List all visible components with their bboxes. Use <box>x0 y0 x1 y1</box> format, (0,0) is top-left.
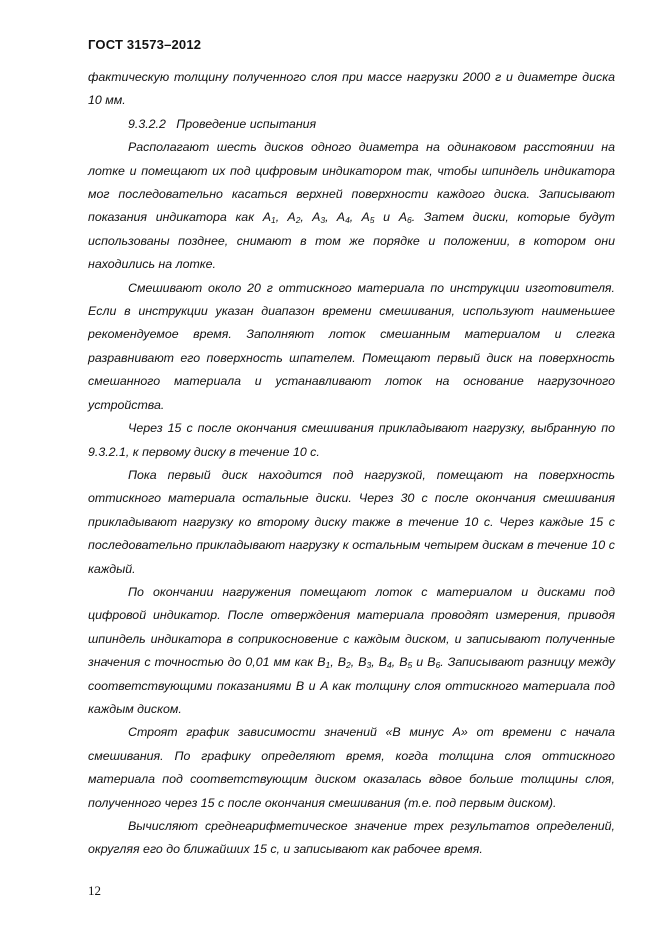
paragraph-continuation <box>88 66 615 113</box>
subscript: 2 <box>295 215 301 226</box>
paragraph-text: и A <box>374 210 408 225</box>
subscript: 3 <box>320 215 326 226</box>
paragraph-text: Смешивают около 20 г оттискного материала по инструкции изготовителя. Если в инструкции указан диапазон времени смешивания, используют наименьшее рекомендуемое время. Заполняют лоток смешанным материалом и слегка разравнивают его поверхность шпателем. Помещают первый диск на поверхность смешанного материала и устанавливают лоток на основание нагрузочного устройства. <box>88 280 615 412</box>
subscript: 3 <box>366 660 372 671</box>
paragraph-measurement <box>88 581 615 721</box>
subscript: 5 <box>369 215 375 226</box>
subscript: 1 <box>325 660 331 671</box>
subscript: 2 <box>346 660 351 671</box>
paragraph-text: . Записывают разницу между соответствующими показаниями B и A как толщину слоя оттискного материала под каждым диском. <box>88 655 616 716</box>
subscript: 4 <box>345 215 350 226</box>
paragraph-disk-placement <box>88 136 615 276</box>
subscript: 6 <box>435 660 441 671</box>
paragraph-text: , B <box>391 655 408 670</box>
paragraph-text: , A <box>325 210 346 225</box>
subscript: 1 <box>271 215 276 226</box>
section-heading-9-3-2-2 <box>88 113 615 136</box>
paragraph-text: , B <box>350 655 367 670</box>
paragraph-remaining-disks <box>88 464 615 581</box>
paragraph-average <box>88 815 615 862</box>
paragraph-first-load <box>88 417 615 464</box>
section-number: 9.3.2.2 <box>128 116 166 131</box>
paragraph-text: Вычисляют среднеарифметическое значение трех результатов определений, округляя его до ближайших 15 с, и записывают как рабочее время. <box>88 819 615 857</box>
paragraph-text: , B <box>330 655 347 670</box>
paragraph-text: и B <box>412 655 436 670</box>
paragraph-text: Пока первый диск находится под нагрузкой, помещают на поверхность оттискного материала остальные диски. Через 30 с после окончания смешивания прикладывают нагрузку ко второму диску также в течение 10 с. Через каждые 15 с последовательно прикладывают нагрузку к остальным четырем дискам в течение 10 с каждый. <box>88 467 615 576</box>
paragraph-text: фактическую толщину полученного слоя при массе нагрузки 2000 г и диаметре диска 10 мм. <box>88 70 615 108</box>
subscript: 5 <box>407 660 413 671</box>
paragraph-text: Через 15 с после окончания смешивания прикладывают нагрузку, выбранную по 9.3.2.1, к первому диску в течение 10 с. <box>88 421 615 459</box>
paragraph-text: , A <box>300 210 321 225</box>
paragraph-text: По окончании нагружения помещают лоток с материалом и дисками под цифровой индикатор. После отверждения материала проводят измерения, приводя шпиндель индикатора в соприкосновение с каждым диском, и записывают полученные значения с точностью до 0,01 мм как B <box>88 584 615 670</box>
paragraph-graph <box>88 721 615 815</box>
subscript: 6 <box>407 215 412 226</box>
subscript: 4 <box>387 660 392 671</box>
paragraph-mixing <box>88 277 615 417</box>
paragraph-text: , B <box>371 655 388 670</box>
paragraph-text: , A <box>349 210 370 225</box>
document-body <box>88 66 615 862</box>
section-title: Проведение испытания <box>176 116 317 131</box>
page-number: 12 <box>88 883 101 898</box>
paragraph-text: , A <box>275 210 296 225</box>
paragraph-text: Располагают шесть дисков одного диаметра на одинаковом расстоянии на лотке и помещают их под цифровым индикатором так, чтобы шпиндель индикатора мог последовательно касаться верхней поверхности каждого диска. Записывают показания индикатора как A <box>88 140 615 225</box>
paragraph-text: Строят график зависимости значений «B минус A» от времени с начала смешивания. По графику определяют время, когда толщина слоя оттискного материала под соответствующим диском оказалась вдвое больше толщины слоя, полученного через 15 с после окончания смешивания (т.е. под первым диском). <box>88 725 615 810</box>
document-header: ГОСТ 31573–2012 <box>88 37 202 52</box>
paragraph-text: . Затем диски, которые будут использованы позднее, снимают в том же порядке и положении, в котором они находились на лотке. <box>88 210 615 272</box>
